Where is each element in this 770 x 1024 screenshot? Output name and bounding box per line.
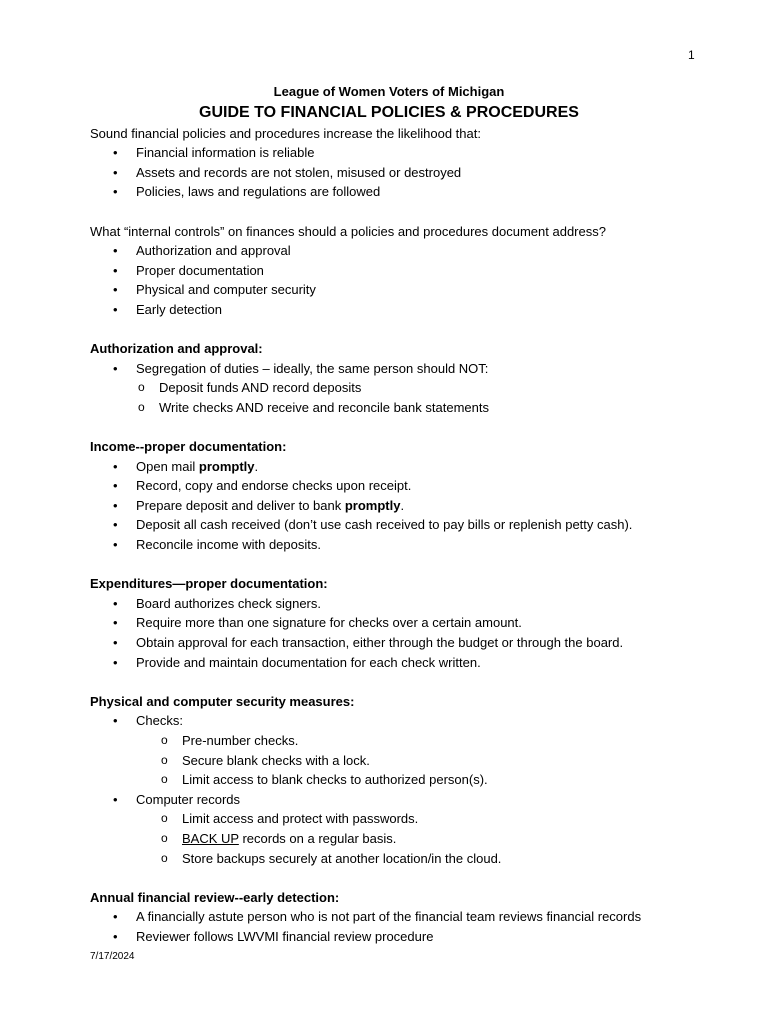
section-heading-authorization: Authorization and approval: bbox=[90, 341, 263, 357]
sub-list-item: o Limit access and protect with passwords. bbox=[90, 809, 710, 829]
list-item: • Proper documentation bbox=[90, 261, 710, 281]
list-item bbox=[90, 496, 710, 516]
sub-list-item: o Write checks AND receive and reconcile bank statements bbox=[90, 398, 710, 418]
org-name: League of Women Voters of Michigan bbox=[273, 84, 505, 99]
section-heading-expenditures: Expenditures—proper documentation: bbox=[90, 576, 328, 592]
controls-question: What “internal controls” on finances should a policies and procedures document address? bbox=[90, 223, 606, 239]
list-item-text: Open mail bbox=[136, 458, 199, 474]
footer-date: 7/17/2024 bbox=[90, 951, 135, 962]
authorization-list bbox=[90, 359, 710, 418]
expenditures-list bbox=[90, 594, 710, 672]
list-item bbox=[90, 711, 710, 789]
emphasis-text: promptly bbox=[198, 458, 255, 474]
list-item-text: Prepare deposit and deliver to bank bbox=[136, 497, 345, 513]
list-item: • Require more than one signature for checks over a certain amount. bbox=[90, 613, 710, 633]
list-item bbox=[90, 457, 710, 477]
list-item: • Physical and computer security bbox=[90, 280, 710, 300]
list-item-text: . bbox=[400, 497, 405, 513]
sub-list-item: o Secure blank checks with a lock. bbox=[90, 751, 710, 771]
list-item-text: Segregation of duties – ideally, the same person should NOT: bbox=[136, 360, 489, 376]
document-body bbox=[90, 82, 710, 947]
computer-sublist bbox=[90, 809, 710, 868]
underlined-text: BACK UP bbox=[182, 830, 239, 846]
sub-list-item: o Deposit funds AND record deposits bbox=[90, 378, 710, 398]
list-item bbox=[90, 790, 710, 868]
emphasis-text: promptly bbox=[344, 497, 401, 513]
list-item: • Reviewer follows LWVMI financial review procedure bbox=[90, 927, 710, 947]
section-heading-income: Income--proper documentation: bbox=[90, 439, 287, 455]
list-item: • Assets and records are not stolen, misused or destroyed bbox=[90, 163, 710, 183]
list-item: • Early detection bbox=[90, 300, 710, 320]
sub-list-item bbox=[90, 829, 710, 849]
list-item-text: Checks: bbox=[136, 713, 183, 729]
list-item: • Financial information is reliable bbox=[90, 143, 710, 163]
list-item: • Obtain approval for each transaction, either through the budget or through the board. bbox=[90, 633, 710, 653]
section-heading-review: Annual financial review--early detection: bbox=[90, 889, 340, 905]
section-heading-security: Physical and computer security measures: bbox=[90, 693, 355, 709]
list-item: • A financially astute person who is not part of the financial team reviews financial records bbox=[90, 907, 710, 927]
page-title: GUIDE TO FINANCIAL POLICIES & PROCEDURES bbox=[199, 103, 579, 121]
intro-list bbox=[90, 143, 710, 202]
sub-list-item: o Limit access to blank checks to authorized person(s). bbox=[90, 770, 710, 790]
controls-list bbox=[90, 241, 710, 319]
list-item: • Provide and maintain documentation for each check written. bbox=[90, 653, 710, 673]
income-list bbox=[90, 457, 710, 555]
review-list bbox=[90, 907, 710, 946]
page-number: 1 bbox=[688, 48, 695, 62]
sub-list-item: o Store backups securely at another location/in the cloud. bbox=[90, 849, 710, 869]
list-item: • Board authorizes check signers. bbox=[90, 594, 710, 614]
authorization-sublist bbox=[90, 378, 710, 417]
list-item: • Authorization and approval bbox=[90, 241, 710, 261]
intro-text: Sound financial policies and procedures increase the likelihood that: bbox=[90, 125, 481, 141]
list-item: • Deposit all cash received (don’t use cash received to pay bills or replenish petty cash). bbox=[90, 515, 710, 535]
security-list bbox=[90, 711, 710, 868]
list-item: • Record, copy and endorse checks upon receipt. bbox=[90, 476, 710, 496]
checks-sublist bbox=[90, 731, 710, 790]
list-item: • Reconcile income with deposits. bbox=[90, 535, 710, 555]
list-item-text: Computer records bbox=[136, 791, 241, 807]
sub-list-item: o Pre-number checks. bbox=[90, 731, 710, 751]
list-item-text: records on a regular basis. bbox=[238, 830, 397, 846]
list-item: • Policies, laws and regulations are followed bbox=[90, 182, 710, 202]
list-item bbox=[90, 359, 710, 418]
list-item-text: . bbox=[254, 458, 259, 474]
